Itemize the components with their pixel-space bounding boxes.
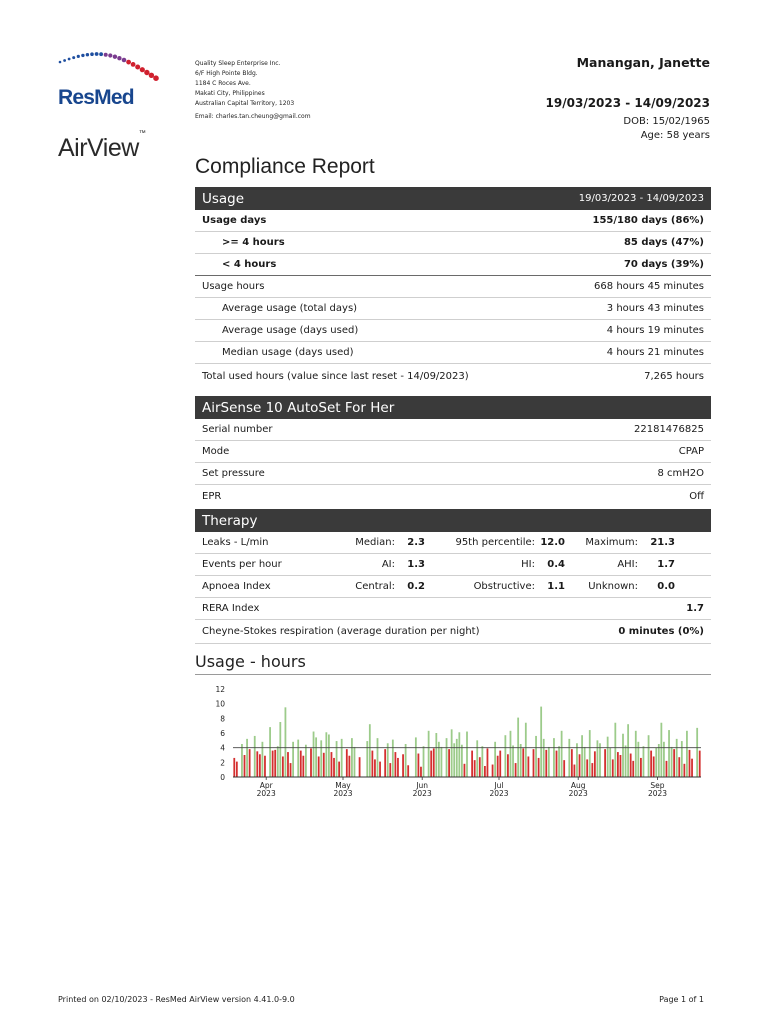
row-label: Average usage (total days) bbox=[222, 303, 358, 314]
usage-bar bbox=[259, 754, 261, 777]
set-pressure-row bbox=[195, 463, 711, 485]
usage-bar bbox=[512, 745, 514, 777]
y-tick-label: 12 bbox=[215, 685, 225, 694]
usage-bar bbox=[520, 744, 522, 777]
row-label: Apnoea Index bbox=[202, 581, 271, 592]
patient-dob: DOB: 15/02/1965 bbox=[623, 116, 710, 127]
patient-age: Age: 58 years bbox=[640, 130, 710, 141]
usage-bar bbox=[369, 724, 371, 777]
unknown-label: Unknown: bbox=[588, 581, 638, 592]
usage-bar bbox=[315, 737, 317, 777]
logo-dot bbox=[117, 56, 121, 60]
usage-bar bbox=[359, 757, 361, 777]
usage-bar bbox=[510, 731, 512, 777]
usage-bar bbox=[371, 751, 373, 777]
ahi-label: AHI: bbox=[617, 559, 638, 570]
serial-number-row bbox=[195, 419, 711, 441]
usage-bar bbox=[584, 747, 586, 777]
usage-bar bbox=[292, 742, 294, 777]
x-tick-month: Jul bbox=[494, 781, 504, 790]
usage-bar bbox=[262, 742, 264, 777]
usage-bar bbox=[290, 763, 292, 777]
usage-title: Usage bbox=[202, 190, 245, 207]
usage-bar bbox=[655, 748, 657, 777]
usage-bar bbox=[328, 734, 330, 777]
usage-bar bbox=[586, 759, 588, 777]
usage-bar bbox=[535, 736, 537, 777]
org-line: Makati City, Philippines bbox=[195, 90, 265, 97]
y-tick-label: 10 bbox=[215, 699, 225, 709]
x-tick-month: Sep bbox=[650, 781, 665, 790]
usage-bar bbox=[333, 758, 335, 777]
percentile-label: 95th percentile: bbox=[455, 537, 535, 548]
maximum-label: Maximum: bbox=[585, 537, 638, 548]
y-tick-label: 6 bbox=[220, 729, 225, 738]
device-title: AirSense 10 AutoSet For Her bbox=[202, 399, 395, 416]
usage-bar bbox=[377, 738, 379, 777]
usage-bar bbox=[696, 728, 698, 777]
usage-bar bbox=[604, 749, 606, 777]
hi-label: HI: bbox=[521, 559, 535, 570]
usage-bar bbox=[379, 762, 381, 777]
usage-bar bbox=[389, 763, 391, 777]
row-value: 3 hours 43 minutes bbox=[606, 303, 704, 314]
usage-bar bbox=[305, 745, 307, 777]
x-tick-year: 2023 bbox=[647, 789, 668, 798]
usage-bar bbox=[456, 739, 458, 777]
row-label: Set pressure bbox=[202, 468, 265, 479]
org-line: 1184 C Roces Ave. bbox=[195, 80, 251, 87]
ai-value: 1.3 bbox=[407, 559, 425, 570]
usage-bar bbox=[648, 735, 650, 777]
usage-bar bbox=[435, 733, 437, 777]
usage-bar bbox=[676, 739, 678, 777]
usage-bar bbox=[366, 741, 368, 777]
usage-bar bbox=[402, 754, 404, 777]
usage-bar bbox=[686, 731, 688, 777]
resmed-logo bbox=[56, 40, 160, 170]
usage-bar bbox=[594, 751, 596, 777]
logo-dot bbox=[153, 75, 159, 81]
usage-bar bbox=[476, 740, 478, 777]
usage-bar bbox=[279, 722, 281, 777]
usage-bar bbox=[640, 758, 642, 777]
usage-bar bbox=[384, 749, 386, 777]
usage-header bbox=[195, 187, 711, 210]
usage-bar bbox=[699, 751, 701, 777]
logo-dot bbox=[122, 58, 127, 63]
usage-bar bbox=[466, 732, 468, 777]
usage-bar bbox=[418, 754, 420, 777]
usage-bar bbox=[428, 731, 430, 777]
total-used-hours-row bbox=[195, 364, 711, 388]
usage-bar bbox=[589, 730, 591, 777]
product-name: AirView™ bbox=[58, 129, 146, 162]
logo-dot bbox=[72, 56, 75, 59]
usage-bar bbox=[474, 760, 476, 777]
usage-bar bbox=[346, 749, 348, 777]
usage-bar bbox=[458, 732, 460, 777]
chart-title: Usage - hours bbox=[195, 652, 711, 675]
row-value: 4 hours 21 minutes bbox=[606, 347, 704, 358]
usage-bar bbox=[277, 746, 279, 777]
apnoea-row bbox=[195, 576, 711, 598]
report-title: Compliance Report bbox=[195, 155, 375, 178]
usage-bar bbox=[630, 754, 632, 777]
usage-bar bbox=[481, 746, 483, 777]
mode-row bbox=[195, 441, 711, 463]
usage-bar bbox=[678, 757, 680, 777]
logo-dot bbox=[90, 52, 94, 56]
usage-bar bbox=[563, 760, 565, 777]
org-line: Quality Sleep Enterprise Inc. bbox=[195, 60, 281, 67]
usage-bar bbox=[579, 754, 581, 777]
row-label: Average usage (days used) bbox=[222, 325, 359, 336]
organization-address bbox=[195, 59, 311, 122]
row-value: 85 days (47%) bbox=[623, 237, 704, 248]
row-label: Leaks - L/min bbox=[202, 537, 269, 548]
usage-bar bbox=[323, 753, 325, 777]
usage-bar bbox=[246, 739, 248, 777]
hi-value: 0.4 bbox=[547, 559, 565, 570]
logo-dot bbox=[104, 53, 108, 57]
row-label: < 4 hours bbox=[222, 259, 277, 270]
usage-bar bbox=[653, 756, 655, 777]
logo-dot bbox=[68, 58, 71, 61]
report-date-range: 19/03/2023 - 14/09/2023 bbox=[545, 96, 710, 110]
usage-bar bbox=[448, 749, 450, 777]
usage-bar bbox=[313, 732, 315, 777]
usage-bar bbox=[571, 749, 573, 777]
median-usage-row bbox=[195, 342, 711, 364]
median-label: Median: bbox=[355, 537, 395, 548]
logo-dot bbox=[59, 61, 62, 64]
usage-bar bbox=[691, 759, 693, 777]
usage-bar bbox=[597, 740, 599, 777]
usage-bar bbox=[320, 740, 322, 777]
usage-bar bbox=[643, 746, 645, 777]
usage-bar bbox=[397, 758, 399, 777]
usage-bar bbox=[264, 756, 266, 777]
usage-bar bbox=[632, 761, 634, 777]
usage-over-4h-row bbox=[195, 232, 711, 254]
usage-bar bbox=[244, 755, 246, 777]
row-label: Serial number bbox=[202, 424, 273, 435]
usage-bar bbox=[543, 739, 545, 777]
usage-bar bbox=[625, 745, 627, 777]
usage-bar bbox=[241, 744, 243, 777]
usage-bar bbox=[430, 751, 432, 777]
brand-name: ResMed bbox=[58, 86, 134, 109]
resmed-dots-icon bbox=[56, 40, 160, 84]
usage-bar bbox=[256, 751, 258, 777]
x-tick-year: 2023 bbox=[568, 789, 588, 798]
usage-bar bbox=[487, 748, 489, 777]
usage-bar bbox=[609, 748, 611, 777]
patient-name: Manangan, Janette bbox=[576, 55, 710, 70]
usage-bar bbox=[405, 744, 407, 777]
usage-bar bbox=[658, 744, 660, 777]
obstructive-label: Obstructive: bbox=[473, 581, 535, 592]
x-tick-month: Aug bbox=[570, 781, 586, 790]
average-usage-total-row bbox=[195, 298, 711, 320]
row-label: Usage days bbox=[202, 215, 267, 226]
logo-dot bbox=[63, 59, 66, 62]
row-value: 4 hours 19 minutes bbox=[606, 325, 704, 336]
usage-bar bbox=[392, 740, 394, 777]
logo-dot bbox=[131, 62, 136, 67]
usage-bar bbox=[666, 761, 668, 777]
logo-dot bbox=[113, 55, 117, 59]
usage-bar bbox=[297, 740, 299, 777]
usage-bar bbox=[325, 732, 327, 777]
usage-bar bbox=[558, 746, 560, 777]
usage-bar bbox=[581, 735, 583, 777]
usage-bar bbox=[354, 747, 356, 777]
usage-bar bbox=[504, 735, 506, 777]
usage-bar bbox=[533, 749, 535, 777]
x-tick-year: 2023 bbox=[412, 789, 432, 798]
usage-bar bbox=[607, 737, 609, 777]
usage-bar bbox=[310, 748, 312, 777]
usage-bar bbox=[494, 742, 496, 777]
usage-bar bbox=[274, 750, 276, 777]
row-label: >= 4 hours bbox=[222, 237, 285, 248]
usage-bar bbox=[627, 724, 629, 777]
usage-bar bbox=[525, 723, 527, 777]
logo-dot bbox=[86, 53, 89, 56]
logo-dot bbox=[140, 67, 145, 72]
usage-bar bbox=[568, 739, 570, 777]
row-value: CPAP bbox=[678, 446, 704, 457]
usage-bar bbox=[236, 762, 238, 777]
row-label: Total used hours (value since last reset - 14/09/2023) bbox=[202, 370, 469, 382]
usage-bar bbox=[282, 756, 284, 777]
usage-hours-chart bbox=[195, 680, 711, 800]
footer bbox=[58, 995, 704, 1004]
usage-bar bbox=[441, 747, 443, 777]
x-tick-month: Apr bbox=[259, 781, 273, 790]
row-value: 0 minutes (0%) bbox=[618, 626, 704, 637]
org-line: Australian Capital Territory, 1203 bbox=[195, 100, 295, 107]
csr-row bbox=[195, 620, 711, 644]
usage-bar bbox=[387, 743, 389, 777]
printed-info: Printed on 02/10/2023 - ResMed AirView version 4.41.0-9.0 bbox=[58, 995, 295, 1004]
usage-bar bbox=[272, 751, 274, 777]
org-email: Email: charles.tan.cheung@gmail.com bbox=[195, 113, 311, 120]
usage-bar bbox=[637, 742, 639, 777]
leaks-row bbox=[195, 532, 711, 554]
usage-bar bbox=[395, 752, 397, 777]
usage-bar bbox=[420, 767, 422, 777]
therapy-header bbox=[195, 509, 711, 532]
usage-bar bbox=[484, 766, 486, 777]
usage-date-range: 19/03/2023 - 14/09/2023 bbox=[578, 193, 704, 204]
usage-bar bbox=[660, 723, 662, 777]
device-section bbox=[195, 396, 711, 507]
obstructive-value: 1.1 bbox=[547, 581, 565, 592]
row-label: Mode bbox=[202, 446, 230, 457]
usage-bar bbox=[673, 749, 675, 777]
usage-bar bbox=[461, 745, 463, 777]
row-value: 668 hours 45 minutes bbox=[594, 281, 704, 292]
x-tick-year: 2023 bbox=[333, 789, 353, 798]
usage-bar bbox=[635, 731, 637, 777]
usage-bar bbox=[612, 759, 614, 777]
x-tick-month: May bbox=[335, 781, 351, 790]
usage-bar bbox=[617, 752, 619, 777]
usage-bar bbox=[668, 730, 670, 777]
usage-bar bbox=[650, 751, 652, 777]
row-value: 70 days (39%) bbox=[623, 259, 704, 270]
usage-bar bbox=[433, 748, 435, 777]
row-label: Events per hour bbox=[202, 559, 282, 570]
usage-bar bbox=[479, 757, 481, 777]
usage-bar bbox=[254, 736, 256, 777]
logo-dot bbox=[144, 70, 149, 75]
usage-bar bbox=[538, 758, 540, 777]
usage-bar bbox=[287, 752, 289, 777]
usage-bar bbox=[681, 741, 683, 777]
usage-bar bbox=[338, 762, 340, 777]
patient-info bbox=[450, 55, 710, 143]
logo-dot bbox=[77, 55, 80, 58]
usage-bar bbox=[671, 747, 673, 777]
usage-bar bbox=[453, 743, 455, 777]
usage-bar bbox=[351, 738, 353, 777]
usage-bar bbox=[374, 759, 376, 777]
row-label: Median usage (days used) bbox=[222, 347, 354, 358]
usage-bar bbox=[540, 707, 542, 777]
therapy-section bbox=[195, 509, 711, 644]
usage-bar bbox=[438, 742, 440, 777]
usage-bar bbox=[341, 739, 343, 777]
usage-bar bbox=[348, 756, 350, 777]
logo-dot bbox=[81, 54, 84, 57]
usage-bar bbox=[302, 756, 304, 777]
usage-bar bbox=[446, 738, 448, 777]
usage-bar bbox=[622, 734, 624, 777]
usage-bar bbox=[614, 723, 616, 777]
logo-dot bbox=[108, 53, 112, 57]
org-line: 6/F High Pointe Bldg. bbox=[195, 70, 258, 77]
usage-bar bbox=[464, 764, 466, 777]
usage-bar bbox=[620, 755, 622, 777]
maximum-value: 21.3 bbox=[650, 537, 675, 548]
y-tick-label: 2 bbox=[220, 758, 225, 768]
logo-dot bbox=[149, 73, 154, 78]
usage-bar bbox=[548, 747, 550, 777]
usage-bar bbox=[561, 731, 563, 777]
usage-bar bbox=[663, 742, 665, 777]
usage-bar bbox=[517, 718, 519, 777]
median-value: 2.3 bbox=[407, 537, 425, 548]
epr-row bbox=[195, 485, 711, 507]
usage-hours-row bbox=[195, 276, 711, 298]
usage-bar bbox=[300, 751, 302, 777]
usage-bar bbox=[545, 750, 547, 777]
usage-bar bbox=[233, 758, 235, 777]
row-value: 22181476825 bbox=[634, 424, 704, 435]
usage-bar bbox=[249, 749, 251, 777]
usage-bar bbox=[683, 764, 685, 777]
usage-section bbox=[195, 187, 711, 388]
row-value: Off bbox=[689, 490, 704, 502]
logo-dot bbox=[135, 65, 140, 70]
usage-bar bbox=[269, 727, 271, 777]
page-number: Page 1 of 1 bbox=[659, 995, 704, 1004]
row-value: 155/180 days (86%) bbox=[592, 215, 704, 226]
x-tick-month: Jun bbox=[416, 781, 429, 790]
usage-bar bbox=[407, 765, 409, 777]
unknown-value: 0.0 bbox=[657, 581, 675, 592]
usage-bar bbox=[553, 738, 555, 777]
usage-bar bbox=[336, 741, 338, 777]
usage-bar bbox=[591, 763, 593, 777]
usage-under-4h-row bbox=[195, 254, 711, 276]
usage-bar bbox=[599, 743, 601, 777]
row-label: RERA Index bbox=[202, 603, 260, 614]
ahi-value: 1.7 bbox=[657, 559, 675, 570]
percentile-value: 12.0 bbox=[540, 537, 565, 548]
usage-bar bbox=[471, 751, 473, 777]
logo-dot bbox=[126, 60, 131, 65]
usage-bar bbox=[527, 756, 529, 777]
logo-dot bbox=[99, 52, 103, 56]
central-value: 0.2 bbox=[407, 581, 425, 592]
usage-bar bbox=[451, 729, 453, 777]
row-label: Usage hours bbox=[202, 281, 265, 292]
rera-row bbox=[195, 598, 711, 620]
usage-bar bbox=[507, 754, 509, 777]
y-tick-label: 8 bbox=[220, 714, 225, 724]
usage-bar bbox=[515, 763, 517, 777]
usage-days-row bbox=[195, 210, 711, 232]
x-tick-year: 2023 bbox=[256, 789, 276, 798]
usage-bar bbox=[497, 756, 499, 777]
usage-bar bbox=[689, 750, 691, 777]
usage-bar bbox=[574, 765, 576, 777]
usage-bar bbox=[331, 752, 333, 777]
usage-bar bbox=[556, 751, 558, 777]
usage-bar bbox=[318, 756, 320, 777]
row-label: Cheyne-Stokes respiration (average duration per night) bbox=[202, 626, 480, 637]
ai-label: AI: bbox=[381, 559, 395, 570]
logo-dot bbox=[95, 52, 99, 56]
usage-bar bbox=[285, 707, 287, 777]
y-tick-label: 4 bbox=[220, 743, 225, 753]
average-usage-used-row bbox=[195, 320, 711, 342]
usage-bar bbox=[499, 751, 501, 777]
row-value: 8 cmH2O bbox=[657, 468, 704, 479]
central-label: Central: bbox=[355, 581, 395, 592]
usage-bar bbox=[576, 743, 578, 777]
usage-bar bbox=[492, 765, 494, 777]
row-label: EPR bbox=[202, 490, 222, 502]
y-tick-label: 0 bbox=[220, 773, 225, 782]
usage-bar bbox=[423, 746, 425, 777]
usage-bar bbox=[522, 748, 524, 777]
device-header bbox=[195, 396, 711, 419]
x-tick-year: 2023 bbox=[489, 789, 509, 798]
events-row bbox=[195, 554, 711, 576]
row-value: 1.7 bbox=[686, 603, 704, 614]
row-value: 7,265 hours bbox=[644, 370, 704, 382]
usage-bar bbox=[415, 737, 417, 777]
therapy-title: Therapy bbox=[202, 512, 258, 529]
